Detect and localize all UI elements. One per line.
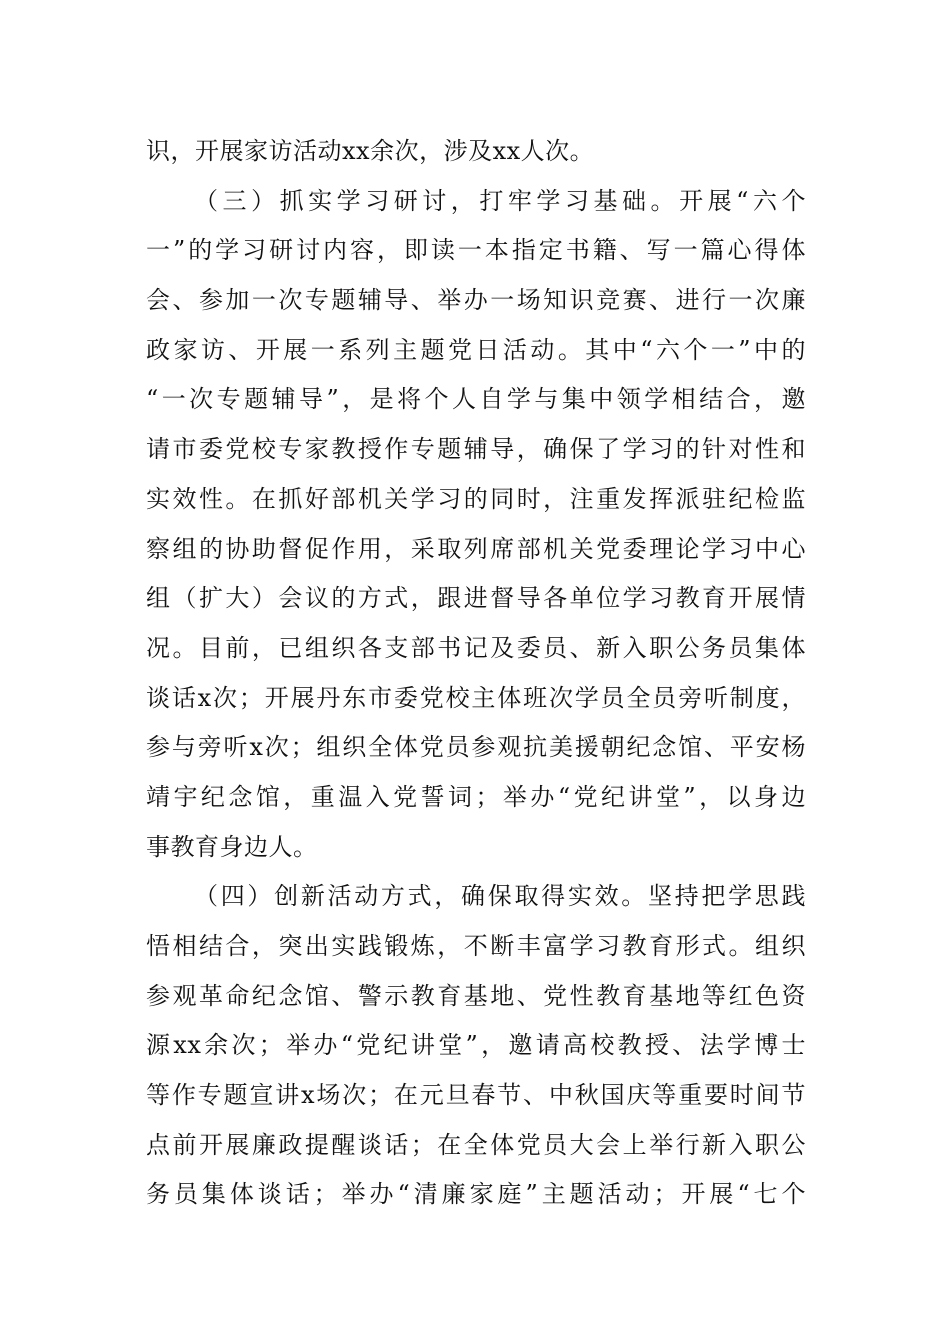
text-line: 谈话x次；开展丹东市委党校主体班次学员全员旁听制度， <box>146 683 806 712</box>
text-line: 请市委党校专家教授作专题辅导，确保了学习的针对性和 <box>146 435 806 464</box>
text-line: 识，开展家访活动xx余次，涉及xx人次。 <box>146 137 595 165</box>
paragraph-fragment <box>146 127 806 177</box>
text-line: 参与旁听x次；组织全体党员参观抗美援朝纪念馆、平安杨 <box>146 733 806 762</box>
paragraph-section-3 <box>146 177 806 873</box>
text-line: 实效性。在抓好部机关学习的同时，注重发挥派驻纪检监 <box>146 484 806 513</box>
text-line: 悟相结合，突出实践锻炼，不断丰富学习教育形式。组织 <box>146 932 806 960</box>
text-line: 况。目前，已组织各支部书记及委员、新入职公务员集体 <box>146 633 806 662</box>
text-line: 一”的学习研讨内容，即读一本指定书籍、写一篇心得体 <box>146 236 806 265</box>
text-line: 等作专题宣讲x场次；在元旦春节、中秋国庆等重要时间节 <box>146 1081 806 1110</box>
text-line: 靖宇纪念馆，重温入党誓词；举办“党纪讲堂”，以身边 <box>146 782 806 811</box>
text-line: 会、参加一次专题辅导、举办一场知识竞赛、进行一次廉 <box>146 286 806 315</box>
text-line: 源xx余次；举办“党纪讲堂”，邀请高校教授、法学博士 <box>146 1031 806 1060</box>
text-line: 务员集体谈话；举办“清廉家庭”主题活动；开展“七个 <box>146 1180 806 1209</box>
text-line: 事教育身边人。 <box>146 832 318 861</box>
text-line: 组（扩大）会议的方式，跟进督导各单位学习教育开展情 <box>146 584 806 613</box>
text-line: “一次专题辅导”，是将个人自学与集中领学相结合，邀 <box>146 385 806 414</box>
text-line: 点前开展廉政提醒谈话；在全体党员大会上举行新入职公 <box>146 1130 806 1159</box>
paragraph-section-4 <box>146 872 806 1220</box>
text-line: 参观革命纪念馆、警示教育基地、党性教育基地等红色资 <box>146 981 806 1010</box>
text-line: 政家访、开展一系列主题党日活动。其中“六个一”中的 <box>146 335 806 364</box>
text-line: （三）抓实学习研讨，打牢学习基础。开展“六个 <box>194 186 806 215</box>
text-line: 察组的协助督促作用，采取列席部机关党委理论学习中心 <box>146 534 806 563</box>
document-body <box>146 127 806 1220</box>
text-line: （四）创新活动方式，确保取得实效。坚持把学思践 <box>194 882 806 911</box>
